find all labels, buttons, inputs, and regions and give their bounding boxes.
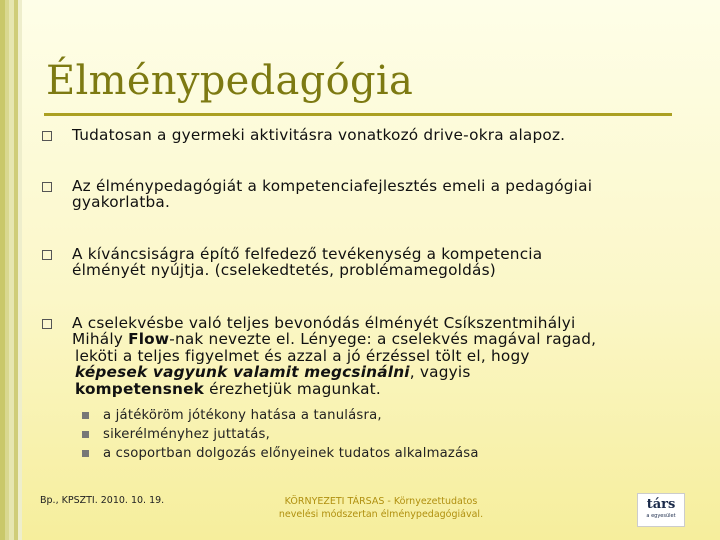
small-square-bullet-icon: [82, 431, 89, 438]
square-bullet-icon: [42, 131, 52, 141]
footer-title-line-2: nevelési módszertan élménypedagógiával.: [278, 509, 484, 520]
sub-bullet-2-text: sikerélményhez juttatás,: [103, 427, 270, 442]
footer-title-line-1: KÖRNYEZETI TÁRSAS - Környezettudatos: [284, 496, 478, 507]
square-bullet-icon: [42, 250, 52, 260]
sub-bullet-item-1: [82, 406, 479, 425]
bullet-2-line-1: Az élménypedagógiát a kompetenciafejlesztés emeli a pedagógiai: [72, 176, 593, 195]
stripe-5: [18, 0, 22, 540]
emphasis-competent: kompetensnek: [75, 379, 205, 398]
title-underline: [44, 113, 672, 116]
square-bullet-icon: [42, 182, 52, 192]
bullet-item-2: [40, 178, 700, 211]
small-square-bullet-icon: [82, 412, 89, 419]
left-decorative-stripes: [0, 0, 22, 540]
bullet-2-line-2: gyakorlatba.: [72, 193, 171, 211]
footer-title: [266, 495, 496, 521]
bullet-3-line-2: élményét nyújtja. (cselekedtetés, problémamegoldás): [72, 261, 496, 279]
bullet-item-1: [40, 127, 700, 144]
sub-bullet-1-text: a játéköröm jótékony hatása a tanulásra,: [103, 408, 382, 423]
bullet-item-3: [40, 246, 700, 279]
flow-term: Flow: [128, 330, 170, 348]
square-bullet-icon: [42, 319, 52, 329]
logo-text: társ: [646, 497, 676, 512]
tars-logo: [637, 493, 685, 527]
emphasis-capable: képesek vagyunk valamit megcsinálni: [75, 363, 410, 381]
sub-bullet-3-text: a csoportban dolgozás előnyeinek tudatos alkalmazása: [103, 446, 479, 461]
bullet-1-text: Tudatosan a gyermeki aktivitásra vonatkozó drive-okra alapoz.: [72, 126, 566, 144]
sub-bullet-item-2: [82, 425, 479, 444]
bullet-3-line-1: A kíváncsiságra építő felfedező tevékenység a kompetencia: [72, 244, 543, 263]
logo-subtext: a egyesület: [646, 513, 676, 519]
bullet-4-text-part: -nak nevezte el. Lényege: a cselekvés magával ragad,: [169, 330, 597, 348]
sub-bullet-list: [82, 406, 479, 463]
sub-bullet-item-3: [82, 444, 479, 463]
small-square-bullet-icon: [82, 450, 89, 457]
bullet-4-text-part: , vagyis: [409, 363, 471, 381]
footer-date: Bp., KPSZTI. 2010. 10. 19.: [40, 495, 165, 506]
bullet-4-text-part: érezhetjük magunkat.: [204, 379, 381, 398]
bullet-4-line-2: [72, 331, 700, 348]
bullet-4-text-part: Mihály: [72, 330, 129, 348]
bullet-4-line-3: leköti a teljes figyelmet és azzal a jó érzéssel tölt el, hogy: [75, 346, 530, 365]
bullet-item-4: [40, 315, 700, 398]
bullet-4-line-4: [72, 364, 700, 381]
slide-title: Élménypedagógia: [46, 58, 414, 104]
bullet-4-line-5: [72, 381, 700, 398]
bullet-4-line-1: A cselekvésbe való teljes bevonódás élményét Csíkszentmihályi: [72, 313, 576, 332]
bullet-list: [40, 124, 700, 397]
